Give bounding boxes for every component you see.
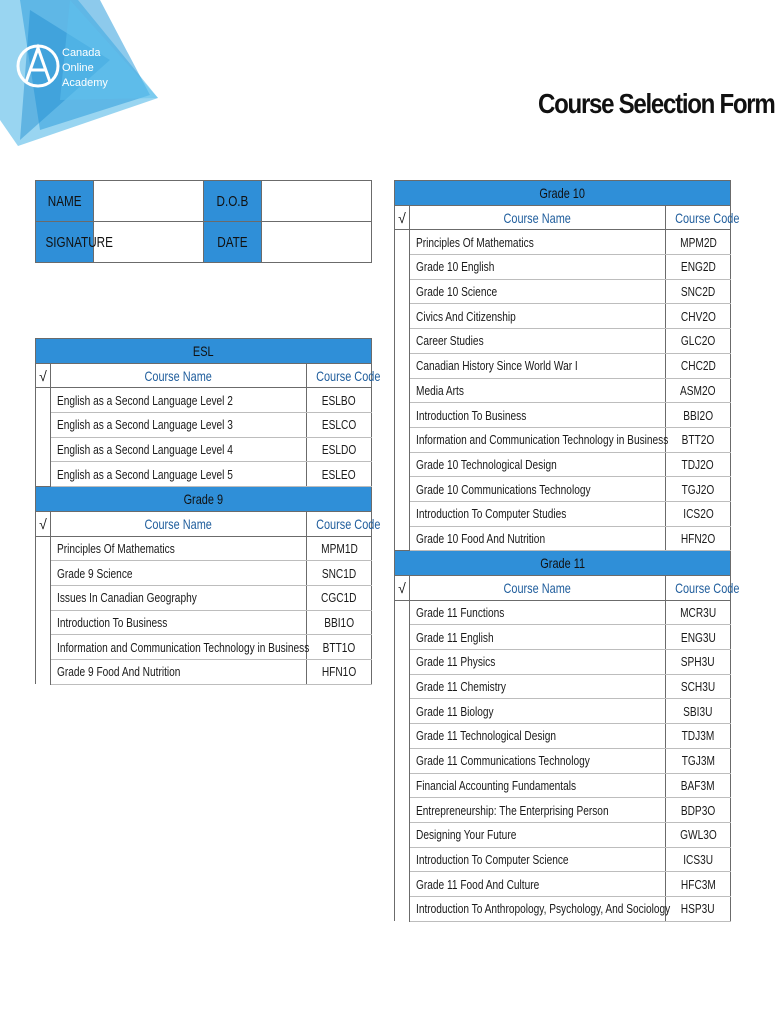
course-row	[395, 378, 731, 403]
grade10-heading: Grade 10	[395, 181, 731, 206]
course-row	[395, 255, 731, 280]
course-code: HSP3U	[666, 896, 731, 921]
course-row	[395, 724, 731, 749]
check-column-header: √	[36, 511, 51, 536]
course-row	[395, 403, 731, 428]
course-select-cell[interactable]	[395, 798, 410, 823]
course-name: English as a Second Language Level 4	[51, 437, 307, 462]
course-select-cell[interactable]	[395, 477, 410, 502]
course-select-cell[interactable]	[395, 748, 410, 773]
course-row	[36, 437, 372, 462]
course-select-cell[interactable]	[395, 822, 410, 847]
course-code-header: Course Code	[307, 511, 372, 536]
course-code: BTT1O	[307, 635, 372, 660]
course-name: Grade 11 Biology	[410, 699, 666, 724]
course-code: ASM2O	[666, 378, 731, 403]
course-row	[395, 872, 731, 897]
course-code: TGJ2O	[666, 477, 731, 502]
course-select-cell[interactable]	[36, 536, 51, 561]
course-select-cell[interactable]	[395, 501, 410, 526]
course-code: SNC2D	[666, 279, 731, 304]
course-row	[395, 847, 731, 872]
course-row	[36, 561, 372, 586]
course-row	[395, 699, 731, 724]
course-select-cell[interactable]	[395, 773, 410, 798]
course-code: ESLDO	[307, 437, 372, 462]
course-code: CHC2D	[666, 353, 731, 378]
course-code: BAF3M	[666, 773, 731, 798]
dob-label: D.O.B	[204, 181, 262, 222]
course-row	[395, 773, 731, 798]
name-label: NAME	[36, 181, 94, 222]
course-code: ENG3U	[666, 625, 731, 650]
course-code-header: Course Code	[666, 576, 731, 601]
course-select-cell[interactable]	[395, 674, 410, 699]
course-name: English as a Second Language Level 2	[51, 388, 307, 413]
course-name: Career Studies	[410, 329, 666, 354]
course-select-cell[interactable]	[395, 625, 410, 650]
course-row	[395, 600, 731, 625]
course-row	[36, 659, 372, 684]
course-code: ICS2O	[666, 501, 731, 526]
date-field[interactable]	[262, 222, 372, 263]
course-select-cell[interactable]	[395, 279, 410, 304]
grade10-column-header-row	[395, 205, 731, 230]
course-select-cell[interactable]	[36, 610, 51, 635]
course-row	[36, 585, 372, 610]
logo-line-2: Online	[62, 62, 94, 74]
course-select-cell[interactable]	[395, 699, 410, 724]
course-name: Entrepreneurship: The Enterprising Person	[410, 798, 666, 823]
course-name: Grade 11 Technological Design	[410, 724, 666, 749]
course-code: HFN1O	[307, 659, 372, 684]
course-name: Introduction To Business	[410, 403, 666, 428]
course-name: Grade 9 Science	[51, 561, 307, 586]
course-code: BBI1O	[307, 610, 372, 635]
course-select-cell[interactable]	[395, 896, 410, 921]
course-row	[36, 536, 372, 561]
course-select-cell[interactable]	[36, 462, 51, 487]
course-select-cell[interactable]	[395, 650, 410, 675]
course-row	[395, 748, 731, 773]
course-select-cell[interactable]	[36, 585, 51, 610]
course-code: GLC2O	[666, 329, 731, 354]
grade10-grade11-table	[394, 180, 740, 922]
course-name: Grade 10 English	[410, 255, 666, 280]
course-name: Information and Communication Technology in Business	[51, 635, 307, 660]
course-name: Grade 11 Physics	[410, 650, 666, 675]
course-select-cell[interactable]	[395, 600, 410, 625]
canada-online-academy-logo	[0, 0, 165, 150]
course-select-cell[interactable]	[395, 724, 410, 749]
course-select-cell[interactable]	[395, 872, 410, 897]
course-code-header: Course Code	[666, 205, 731, 230]
signature-label: SIGNATURE	[36, 222, 94, 263]
course-row	[395, 526, 731, 551]
course-name: Principles Of Mathematics	[410, 230, 666, 255]
course-code: ESLBO	[307, 388, 372, 413]
course-row	[395, 353, 731, 378]
course-row	[36, 635, 372, 660]
course-row	[395, 477, 731, 502]
course-row	[395, 452, 731, 477]
course-code: MPM2D	[666, 230, 731, 255]
grade9-column-header-row	[36, 511, 372, 536]
course-code: CHV2O	[666, 304, 731, 329]
dob-field[interactable]	[262, 181, 372, 222]
course-code: CGC1D	[307, 585, 372, 610]
course-select-cell[interactable]	[395, 230, 410, 255]
name-field[interactable]	[94, 181, 204, 222]
course-name: Financial Accounting Fundamentals	[410, 773, 666, 798]
course-row	[395, 650, 731, 675]
course-name: Issues In Canadian Geography	[51, 585, 307, 610]
course-row	[395, 304, 731, 329]
grade9-heading-row	[36, 487, 372, 512]
course-code: TDJ3M	[666, 724, 731, 749]
course-code: BTT2O	[666, 427, 731, 452]
course-code: BDP3O	[666, 798, 731, 823]
course-name: Canadian History Since World War I	[410, 353, 666, 378]
logo-line-3: Academy	[62, 77, 108, 89]
course-row	[395, 625, 731, 650]
course-name: Grade 10 Communications Technology	[410, 477, 666, 502]
course-row	[395, 674, 731, 699]
course-row	[395, 798, 731, 823]
grade10-heading-row	[395, 181, 731, 206]
course-select-cell[interactable]	[395, 526, 410, 551]
course-name: Grade 10 Food And Nutrition	[410, 526, 666, 551]
esl-grade9-table	[35, 338, 381, 685]
course-row	[395, 279, 731, 304]
course-name: Civics And Citizenship	[410, 304, 666, 329]
course-select-cell[interactable]	[395, 353, 410, 378]
grade11-heading-row	[395, 551, 731, 576]
course-code: ESLCO	[307, 413, 372, 438]
course-name: Introduction To Anthropology, Psychology, And Sociology	[410, 896, 666, 921]
course-name-header: Course Name	[410, 576, 666, 601]
course-code: HFN2O	[666, 526, 731, 551]
course-code: BBI2O	[666, 403, 731, 428]
course-select-cell[interactable]	[395, 847, 410, 872]
course-name: English as a Second Language Level 5	[51, 462, 307, 487]
course-select-cell[interactable]	[395, 378, 410, 403]
esl-heading: ESL	[36, 339, 372, 364]
course-name: Principles Of Mathematics	[51, 536, 307, 561]
course-name: Introduction To Computer Studies	[410, 501, 666, 526]
course-code: MPM1D	[307, 536, 372, 561]
course-select-cell[interactable]	[395, 304, 410, 329]
course-select-cell[interactable]	[395, 427, 410, 452]
check-column-header: √	[395, 576, 410, 601]
course-select-cell[interactable]	[395, 329, 410, 354]
esl-heading-row	[36, 339, 372, 364]
course-code: MCR3U	[666, 600, 731, 625]
course-row	[395, 230, 731, 255]
course-code: SBI3U	[666, 699, 731, 724]
check-column-header: √	[395, 205, 410, 230]
course-name-header: Course Name	[51, 363, 307, 388]
course-name: Grade 11 English	[410, 625, 666, 650]
esl-column-header-row	[36, 363, 372, 388]
course-code: TGJ3M	[666, 748, 731, 773]
check-column-header: √	[36, 363, 51, 388]
course-code: ESLEO	[307, 462, 372, 487]
course-code: TDJ2O	[666, 452, 731, 477]
course-row	[395, 329, 731, 354]
course-code: ENG2D	[666, 255, 731, 280]
course-name: Grade 10 Technological Design	[410, 452, 666, 477]
logo-line-1: Canada	[62, 47, 101, 59]
course-name: Grade 11 Functions	[410, 600, 666, 625]
course-row	[36, 388, 372, 413]
course-select-cell[interactable]	[395, 403, 410, 428]
grade11-column-header-row	[395, 576, 731, 601]
course-code-header: Course Code	[307, 363, 372, 388]
course-select-cell[interactable]	[36, 635, 51, 660]
grade11-heading: Grade 11	[395, 551, 731, 576]
form-title: Course Selection Form	[538, 88, 775, 119]
course-select-cell[interactable]	[395, 452, 410, 477]
course-code: SNC1D	[307, 561, 372, 586]
course-row	[395, 896, 731, 921]
course-select-cell[interactable]	[36, 437, 51, 462]
course-row	[395, 427, 731, 452]
course-row	[36, 413, 372, 438]
course-code: SPH3U	[666, 650, 731, 675]
course-row	[395, 501, 731, 526]
course-row	[36, 610, 372, 635]
course-name-header: Course Name	[410, 205, 666, 230]
course-name: Media Arts	[410, 378, 666, 403]
course-name: Grade 11 Food And Culture	[410, 872, 666, 897]
course-name: Grade 11 Communications Technology	[410, 748, 666, 773]
course-code: SCH3U	[666, 674, 731, 699]
course-code: HFC3M	[666, 872, 731, 897]
course-select-cell[interactable]	[36, 561, 51, 586]
course-name: Information and Communication Technology in Business	[410, 427, 666, 452]
course-name: Grade 11 Chemistry	[410, 674, 666, 699]
course-select-cell[interactable]	[36, 659, 51, 684]
course-row	[395, 822, 731, 847]
course-name: Introduction To Business	[51, 610, 307, 635]
course-name: English as a Second Language Level 3	[51, 413, 307, 438]
grade9-heading: Grade 9	[36, 487, 372, 512]
course-name: Introduction To Computer Science	[410, 847, 666, 872]
course-name: Designing Your Future	[410, 822, 666, 847]
course-code: ICS3U	[666, 847, 731, 872]
personal-info-table	[35, 180, 372, 263]
course-name: Grade 10 Science	[410, 279, 666, 304]
course-name-header: Course Name	[51, 511, 307, 536]
date-label: DATE	[204, 222, 262, 263]
course-name: Grade 9 Food And Nutrition	[51, 659, 307, 684]
course-select-cell[interactable]	[395, 255, 410, 280]
course-select-cell[interactable]	[36, 413, 51, 438]
course-code: GWL3O	[666, 822, 731, 847]
course-select-cell[interactable]	[36, 388, 51, 413]
course-row	[36, 462, 372, 487]
